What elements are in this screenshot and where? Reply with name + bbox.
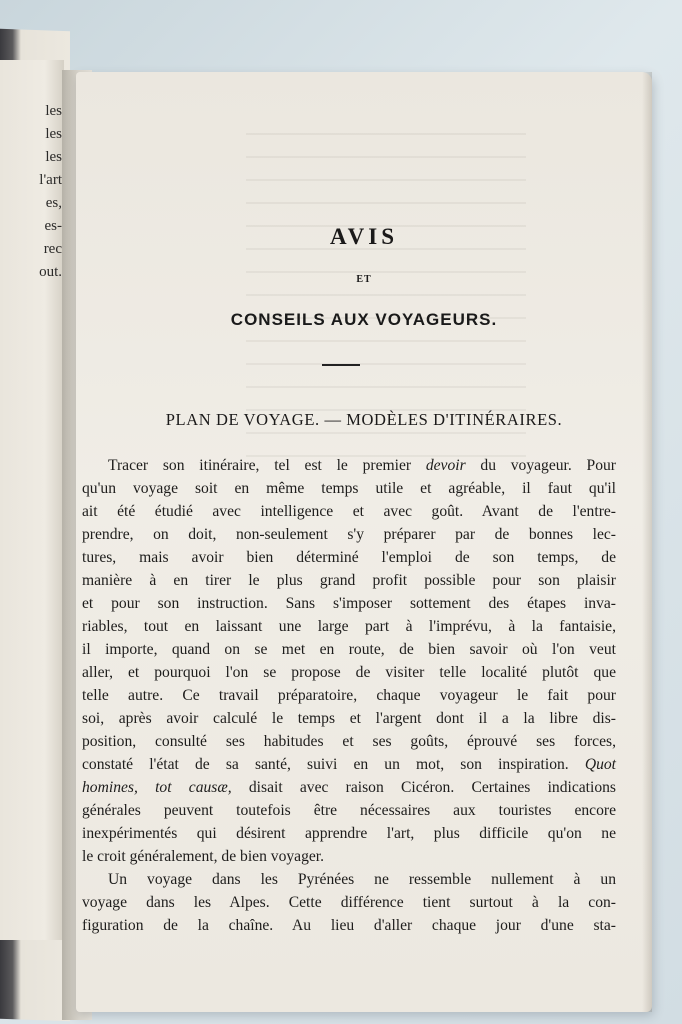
left-fragment: l'art [39,172,62,188]
left-page-text [2,100,62,284]
title-connector: ET [356,274,372,285]
body-line: le croit généralement, de bien voyager. [82,848,325,865]
left-fragment: es- [44,218,62,234]
body-line: aller, et pourquoi l'on se propose de visiter telle localité plutôt que [82,664,616,681]
right-page [76,72,652,1012]
body-line: soi, après avoir calculé le temps et l'argent dont il a la libre dis- [82,710,616,727]
left-fragment: les [45,103,62,119]
body-line: voyage dans les Alpes. Cette différence tient surtout à la con- [82,894,616,911]
left-fragment: es, [45,195,62,211]
body-line: riables, tout en laissant une large part à l'imprévu, à la fantaisie, [82,618,616,635]
body-line: manière à en tirer le plus grand profit possible pour son plaisir [82,572,616,589]
page-edge-shadow [642,72,652,1012]
italic-phrase: devoir [425,457,466,474]
italic-phrase: homines, tot causæ, [82,779,232,796]
section-title: PLAN DE VOYAGE. — MODÈLES D'ITINÉRAIRES. [165,410,563,429]
body-line: inexpérimentés qui désirent apprendre l'art, plus difficile qu'on ne [82,825,616,842]
body-line: générales peuvent toutefois être nécessaires aux touristes encore [82,802,616,819]
body-line: il importe, quand on se met en route, de bien savoir où l'on veut [82,641,616,658]
body-line: figuration de la chaîne. Au lieu d'aller chaque jour d'une sta- [82,917,616,934]
left-page [0,60,64,940]
body-line: constaté l'état de sa santé, suivi en un mot, son inspiration. Quot [82,756,616,773]
left-fragment: rec [43,241,62,257]
body-line: telle autre. Ce travail préparatoire, chaque voyageur le fait pour [82,687,616,704]
left-fragment: les [45,149,62,165]
left-fragment: out. [39,264,62,280]
body-line: Un voyage dans les Pyrénées ne ressemble nullement à un [108,871,616,888]
body-line: homines, tot causæ, disait avec raison Cicéron. Certaines indications [82,779,616,796]
italic-phrase: Quot [584,756,616,773]
left-fragment: les [45,126,62,142]
bleed-through-text [246,117,526,457]
body-line: qu'un voyage soit en même temps utile et agréable, il faut qu'il [82,480,616,497]
page-title: AVIS [330,224,398,249]
body-line: prendre, on doit, non-seulement s'y préparer par de bonnes lec- [82,526,616,543]
body-line: ait été étudié avec intelligence et avec goût. Avant de l'entre- [82,503,616,520]
body-line: Tracer son itinéraire, tel est le premier devoir du voyageur. Pour [108,457,616,474]
page-subtitle: CONSEILS AUX VOYAGEURS. [230,310,498,329]
body-line: position, consulté ses habitudes et ses goûts, éprouvé ses forces, [82,733,616,750]
body-text [82,454,616,937]
body-line: tures, mais avoir bien déterminé l'emploi de son temps, de [82,549,616,566]
body-line: et pour son instruction. Sans s'imposer sottement des étapes inva- [82,595,616,612]
title-rule [322,364,360,366]
